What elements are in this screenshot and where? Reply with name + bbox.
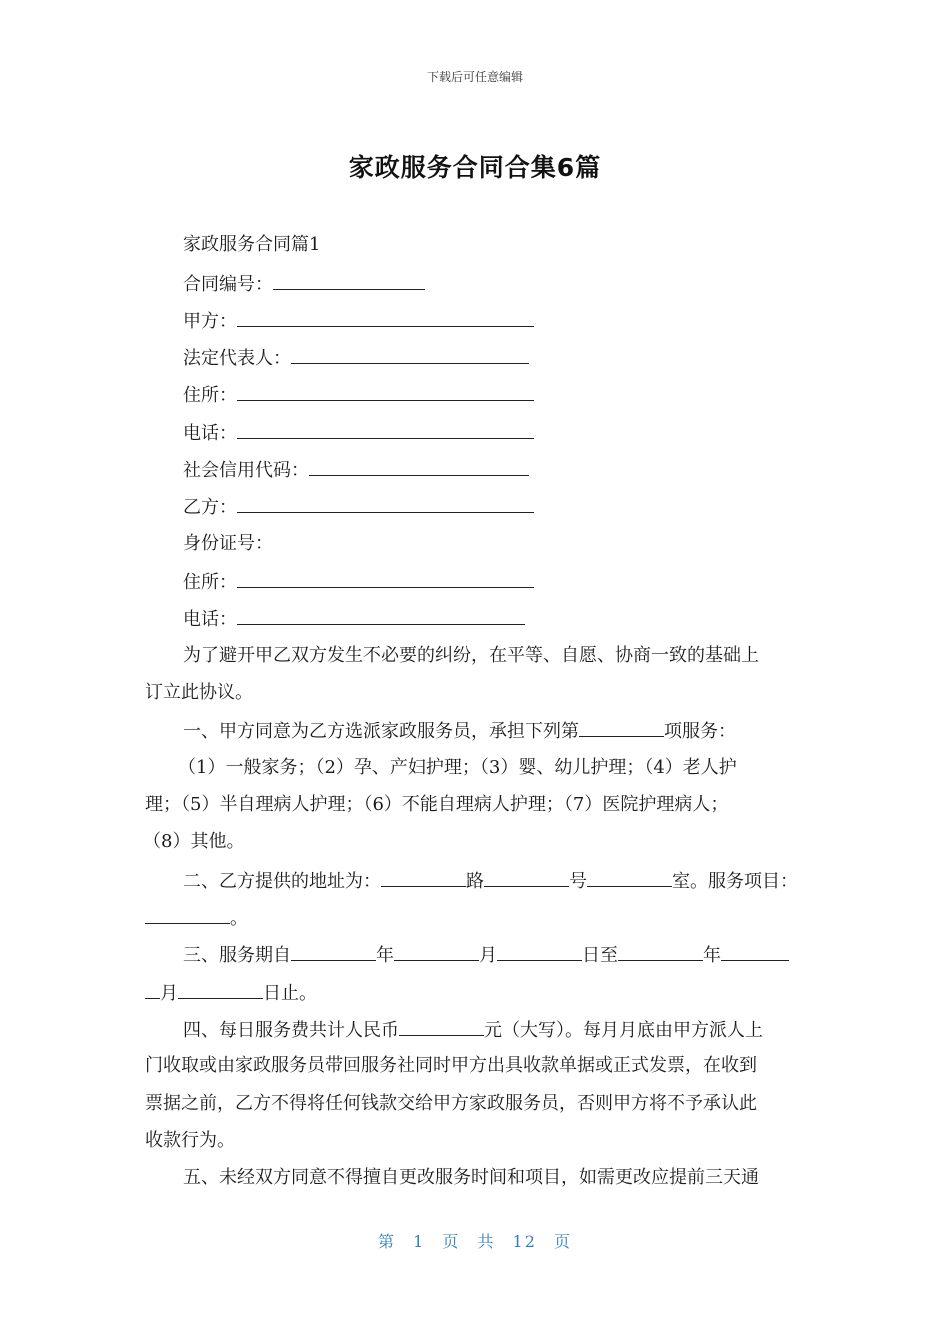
phone-a-blank xyxy=(237,420,534,439)
clause-3-year2: 年 xyxy=(703,945,721,966)
credit-code-field xyxy=(183,457,529,483)
clause-4-amount-blank xyxy=(399,1017,484,1036)
clause-3 xyxy=(183,942,789,968)
footer-page-end: 页 xyxy=(554,1232,573,1251)
address-b-blank xyxy=(237,569,534,588)
phone-b-label: 电话： xyxy=(183,609,237,630)
clause-3-day-blank xyxy=(497,942,582,961)
clause-2-number-blank xyxy=(587,868,672,887)
footer-total-pages: 12 xyxy=(512,1232,537,1251)
page-footer xyxy=(0,1229,950,1252)
phone-a-label: 电话： xyxy=(183,423,237,444)
header-note: 下载后可任意编辑 xyxy=(426,70,523,84)
services-line-3: （8）其他。 xyxy=(143,831,245,852)
footer-page-label: 第 xyxy=(377,1232,396,1251)
clause-3-day-end: 日止。 xyxy=(263,983,317,1004)
address-a-field xyxy=(183,382,534,408)
clause-2-service-blank xyxy=(145,905,230,924)
contract-number-field xyxy=(183,271,425,297)
clause-3-year2-blank xyxy=(618,942,703,961)
clause-4-text-cont: 元（大写）。每月月底由甲方派人上 xyxy=(484,1020,763,1041)
clause-3-day2-blank xyxy=(178,980,263,999)
phone-b-field xyxy=(183,606,525,632)
clause-3-month-blank xyxy=(394,942,479,961)
party-a-blank xyxy=(237,308,534,327)
address-b-field xyxy=(183,569,534,595)
clause-3-month2-blank-cont xyxy=(145,980,160,999)
address-a-blank xyxy=(237,382,534,401)
clause-2-road: 路 xyxy=(466,871,484,892)
party-a-field xyxy=(183,308,534,334)
services-line-2: 理；（5）半自理病人护理；（6）不能自理病人护理；（7）医院护理病人； xyxy=(145,794,729,815)
legal-rep-label: 法定代表人： xyxy=(183,348,291,369)
party-b-field xyxy=(183,494,534,520)
clause-4-line-3: 票据之前，乙方不得将任何钱款交给甲方家政服务员，否则甲方将不予承认此 xyxy=(145,1093,757,1114)
clause-4-line-4: 收款行为。 xyxy=(145,1130,235,1151)
address-a-label: 住所： xyxy=(183,385,237,406)
phone-b-blank xyxy=(237,606,525,625)
clause-2-number: 号 xyxy=(569,871,587,892)
footer-page-number: 1 xyxy=(413,1232,426,1251)
clause-5-line-1: 五、未经双方同意不得擅自更改服务时间和项目，如需更改应提前三天通 xyxy=(183,1167,759,1188)
party-b-blank xyxy=(237,494,534,513)
clause-4-line-2: 门收取或由家政服务员带回服务社同时甲方出具收款单据或正式发票，在收到 xyxy=(145,1055,757,1076)
clause-1-text: 一、甲方同意为乙方选派家政服务员，承担下列第 xyxy=(183,721,579,742)
clause-3-day-to: 日至 xyxy=(582,945,618,966)
address-b-label: 住所： xyxy=(183,572,237,593)
clause-2 xyxy=(183,868,798,894)
party-a-label: 甲方： xyxy=(183,311,237,332)
clause-4 xyxy=(183,1017,763,1043)
footer-page-of: 页 共 xyxy=(442,1232,496,1251)
contract-number-blank xyxy=(273,271,425,290)
services-line-1: （1）一般家务；（2）孕、产妇护理；（3）婴、幼儿护理；（4）老人护 xyxy=(178,757,737,778)
clause-2-line-2 xyxy=(145,905,248,931)
clause-3-text: 三、服务期自 xyxy=(183,945,291,966)
clause-4-text: 四、每日服务费共计人民币 xyxy=(183,1020,399,1041)
clause-3-month2-blank xyxy=(721,942,789,961)
clause-2-address-blank xyxy=(381,868,466,887)
clause-1 xyxy=(183,718,736,744)
clause-3-year-blank xyxy=(291,942,376,961)
legal-rep-blank xyxy=(291,345,529,364)
clause-3-month2: 月 xyxy=(160,983,178,1004)
id-number-field xyxy=(183,532,273,556)
clause-2-room: 室。服务项目： xyxy=(672,871,798,892)
clause-1-blank xyxy=(579,718,664,737)
intro-line-1: 为了避开甲乙双方发生不必要的纠纷，在平等、自愿、协商一致的基础上 xyxy=(183,645,759,666)
contract-number-label: 合同编号： xyxy=(183,274,273,295)
credit-code-label: 社会信用代码： xyxy=(183,460,309,481)
id-number-label: 身份证号： xyxy=(183,533,273,554)
clause-2-road-blank xyxy=(484,868,569,887)
credit-code-blank xyxy=(309,457,529,476)
clause-1-text-end: 项服务： xyxy=(664,721,736,742)
clause-3-month: 月 xyxy=(479,945,497,966)
clause-2-end: 。 xyxy=(230,908,248,929)
party-b-label: 乙方： xyxy=(183,497,237,518)
clause-2-text: 二、乙方提供的地址为： xyxy=(183,871,381,892)
section-heading: 家政服务合同篇1 xyxy=(183,234,321,255)
clause-3-year: 年 xyxy=(376,945,394,966)
phone-a-field xyxy=(183,420,534,446)
legal-rep-field xyxy=(183,345,529,371)
document-title: 家政服务合同合集6篇 xyxy=(348,153,602,182)
intro-line-2: 订立此协议。 xyxy=(145,682,253,703)
clause-3-line-2 xyxy=(145,980,317,1006)
